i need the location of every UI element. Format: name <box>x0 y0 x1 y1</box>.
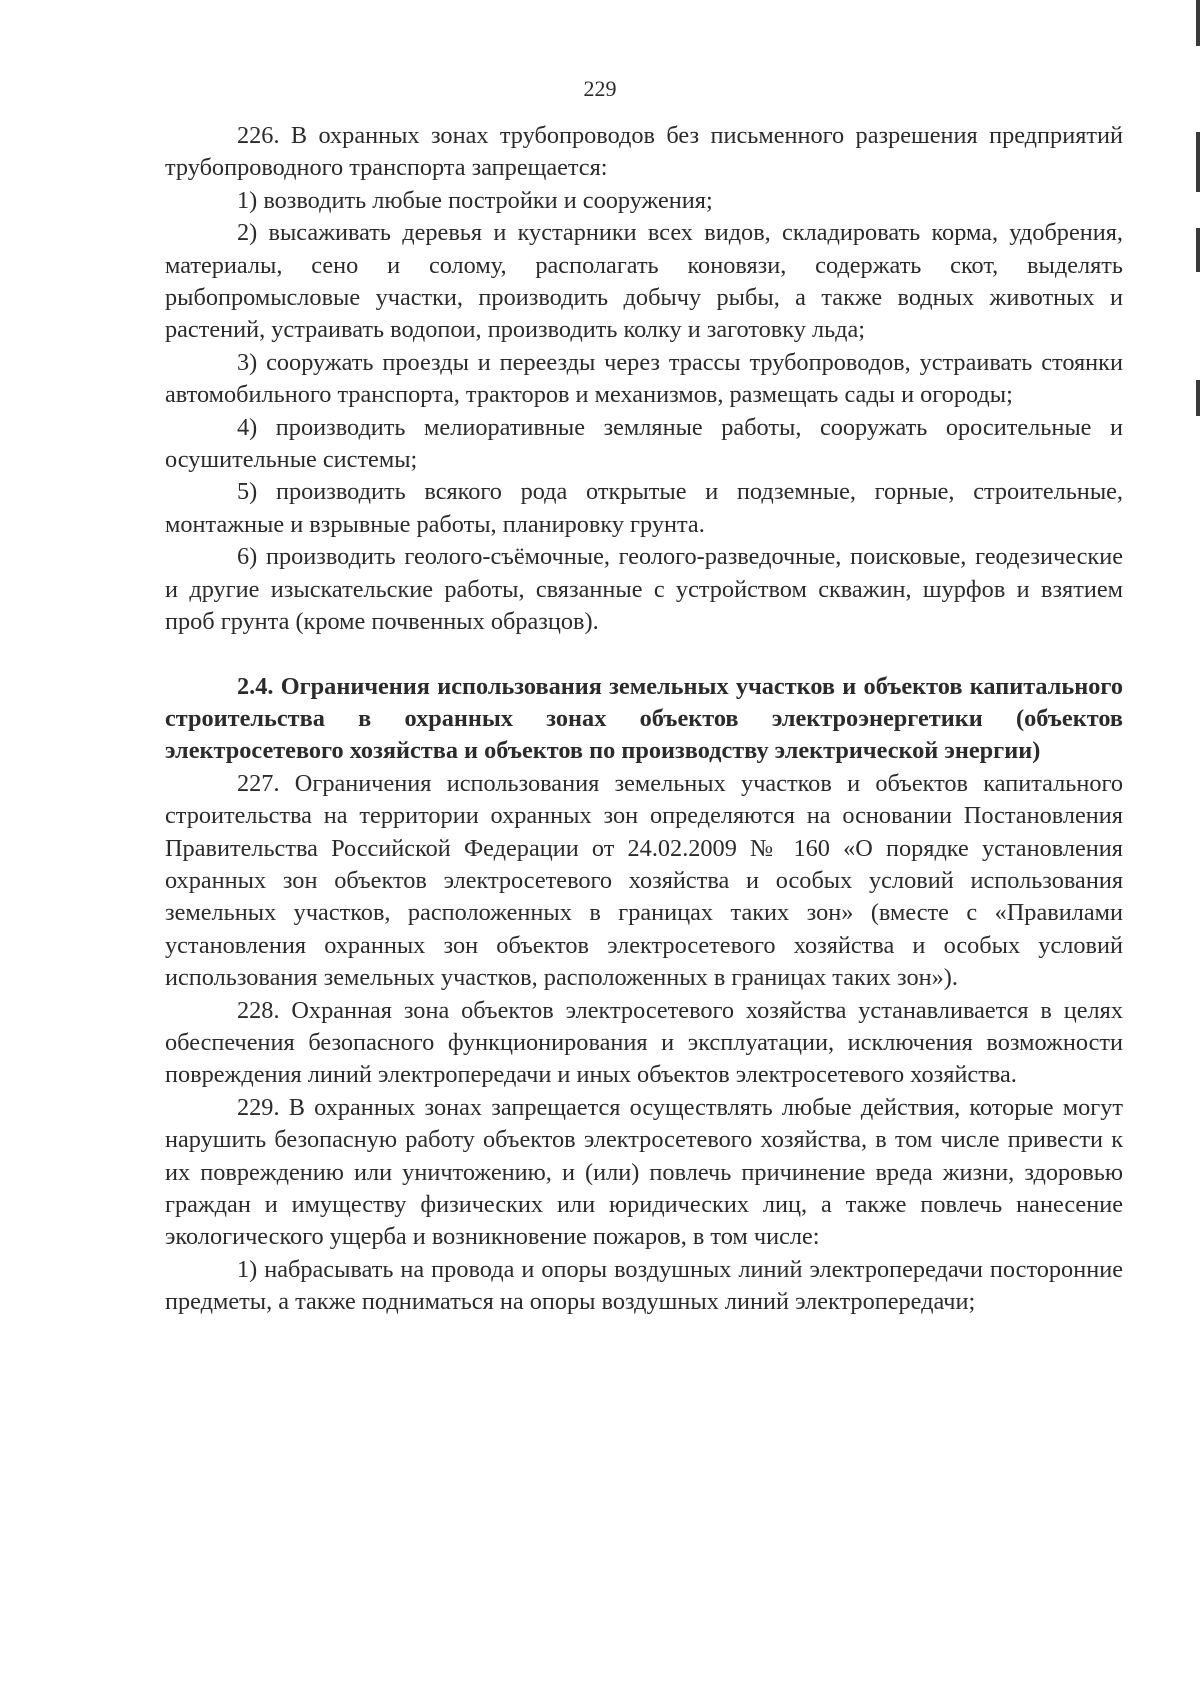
section-heading-2-4: 2.4. Ограничения использования земельных участков и объектов капитального строительства в охранных зонах объектов электроэнергетики (объектов электросетевого хозяйства и объектов по производству электрической энергии) <box>165 672 1123 765</box>
list-item-226-1: 1) возводить любые постройки и сооружения; <box>237 186 713 214</box>
list-item-229-1: 1) набрасывать на провода и опоры воздушных линий электропередачи посторонние предметы, а также подниматься на опоры воздушных линий электропередачи; <box>165 1255 1123 1316</box>
scan-edge-mark <box>1196 380 1200 416</box>
paragraph-229: 229. В охранных зонах запрещается осуществлять любые действия, которые могут нарушить безопасную работу объектов электросетевого хозяйства, в том числе привести к их повреждению или уничтожению, и (или) повлечь причинение вреда жизни, здоровью граждан и имуществу физических или юридических лиц, а также повлечь нанесение экологического ущерба и возникновение пожаров, в том числе: <box>165 1093 1123 1251</box>
paragraph-228: 228. Охранная зона объектов электросетевого хозяйства устанавливается в целях обеспечения безопасного функционирования и эксплуатации, исключения возможности повреждения линий электропередачи и иных объектов электросетевого хозяйства. <box>165 996 1123 1089</box>
list-item-226-3: 3) сооружать проезды и переезды через трассы трубопроводов, устраивать стоянки автомобильного транспорта, тракторов и механизмов, размещать сады и огороды; <box>165 348 1123 409</box>
scan-edge-mark <box>1196 132 1200 192</box>
scan-edge-mark <box>1196 0 1200 46</box>
list-item-226-2: 2) высаживать деревья и кустарники всех видов, складировать корма, удобрения, материалы, сено и солому, располагать коновязи, содержать скот, выделять рыбопромысловые участки, производить добычу рыбы, а также водных животных и растений, устраивать водопои, производить колку и заготовку льда; <box>165 219 1123 344</box>
list-item-226-5: 5) производить всякого рода открытые и подземные, горные, строительные, монтажные и взрывные работы, планировку грунта. <box>165 478 1123 538</box>
paragraph-227: 227. Ограничения использования земельных участков и объектов капитального строительства на территории охранных зон определяются на основании Постановления Правительства Российской Федерации от 24.02.2009 № 160 «О порядке установления охранных зон объектов электросетевого хозяйства и особых условий использования земельных участков, расположенных в границах таких зон» (вместе с «Правилами установления охранных зон объектов электросетевого хозяйства и особых условий использования земельных участков, расположенных в границах таких зон»). <box>165 769 1123 992</box>
document-body <box>165 120 1123 1319</box>
scan-edge-mark <box>1196 228 1200 272</box>
paragraph-226: 226. В охранных зонах трубопроводов без письменного разрешения предприятий трубопроводного транспорта запрещается: <box>165 122 1123 182</box>
list-item-226-6: 6) производить геолого-съёмочные, геолого-разведочные, поисковые, геодезические и другие изыскательские работы, связанные с устройством скважин, шурфов и взятием проб грунта (кроме почвенных образцов). <box>165 543 1123 636</box>
list-item-226-4: 4) производить мелиоративные земляные работы, сооружать оросительные и осушительные системы; <box>165 413 1123 474</box>
page-number: 229 <box>583 76 617 101</box>
